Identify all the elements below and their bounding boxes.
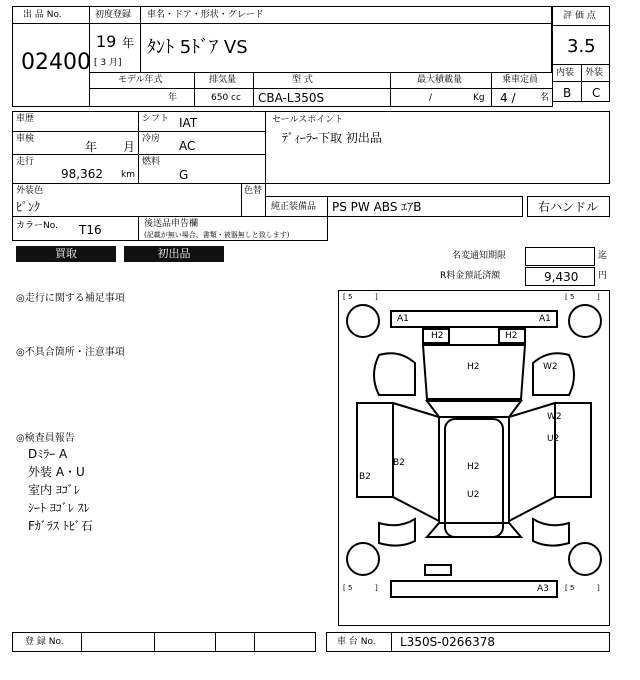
first-reg-label-cell (89, 6, 141, 24)
tire-label-tr-unit: ] (597, 293, 600, 301)
interior-label: 内装 (556, 68, 575, 78)
exterior-label: 外装 (585, 68, 604, 78)
damage-mark: A1 (397, 314, 409, 324)
plate-frame (425, 565, 451, 575)
reg-cell-4 (254, 632, 316, 652)
history-label: 車歴 (16, 114, 35, 124)
fuel-label: 燃料 (142, 157, 161, 167)
recycle-label: R料金預託済額 (440, 271, 501, 281)
shift-cell (138, 111, 266, 132)
driving-title: ◎走行に関する補足事項 (16, 293, 125, 304)
chassis-cell (391, 632, 610, 652)
tire-label-bl-unit: ] (375, 584, 378, 592)
car-diagram (338, 290, 610, 626)
exterior-label-cell (581, 64, 610, 82)
ext-color-label: 外装色 (16, 186, 44, 196)
notes-area (12, 286, 329, 626)
report-line: Fｶﾞﾗｽ ﾄﾋﾞ石 (28, 519, 93, 533)
tire-rear-left (347, 543, 379, 575)
displacement-label: 排気量 (209, 75, 237, 85)
lot-number-cell (12, 23, 90, 107)
lot-number: 02400 (21, 50, 91, 75)
mileage-value: 98,362 (61, 167, 103, 181)
report-line: Dﾐﾗｰ A (28, 447, 68, 461)
type-value: CBA-L350S (258, 91, 325, 105)
name-change-label: 名変通知期限 (452, 251, 507, 261)
damage-mark: H2 (467, 462, 480, 472)
first-reg-year: 19 (96, 32, 117, 51)
first-reg-year-unit: 年 (122, 36, 135, 50)
shift-label: シフト (142, 114, 170, 124)
damage-mark: A3 (537, 584, 549, 594)
equipment-cell (327, 196, 523, 217)
first-reg-month: [ 3 月] (94, 58, 122, 68)
score-cell (552, 25, 610, 65)
inspection-year: 年 (85, 140, 98, 154)
roof (445, 419, 503, 537)
max-load-unit: Kg (473, 93, 485, 103)
sales-point-text: ﾃﾞｨｰﾗｰ下取 初出品 (282, 131, 382, 145)
tire-label-tl: [ 5 (343, 293, 353, 301)
lot-label-cell (12, 6, 90, 24)
reg-cell-3 (215, 632, 255, 652)
inspection-cell (12, 131, 139, 155)
tire-front-right (569, 305, 601, 337)
interior-label-cell (552, 64, 582, 82)
color-change-cell (241, 183, 266, 217)
car-name: ﾀﾝﾄ 5ﾄﾞｱ VS (147, 37, 248, 58)
damage-mark: B2 (393, 458, 405, 468)
ac-cell (138, 131, 266, 155)
tire-label-br-unit: ] (597, 584, 600, 592)
sales-point-label: セールスポイント (272, 115, 344, 125)
max-load-cell (390, 88, 492, 107)
displacement-cell (194, 88, 254, 107)
damage-mark: H2 (505, 331, 518, 341)
shipping-note: (記載が無い場合、書類・被器無しと致します) (144, 231, 290, 239)
report-line: 外装 A・U (28, 465, 85, 479)
damage-mark: B2 (359, 472, 371, 482)
type-cell (253, 88, 391, 107)
front-fender-right (533, 353, 574, 395)
fuel-value: G (179, 168, 189, 182)
sales-point-cell (265, 111, 610, 184)
equipment-label: 純正装備品 (271, 202, 317, 212)
fuel-cell (138, 154, 266, 184)
damage-mark: U2 (547, 434, 560, 444)
windshield (427, 401, 521, 417)
name-label: 車名・ドア・形状・グレード (147, 10, 264, 20)
model-year-unit: 年 (168, 93, 178, 103)
capacity-value: 4 / (500, 91, 516, 105)
history-cell (12, 111, 139, 132)
steering-value: 右ハンドル (538, 200, 599, 214)
model-year-label-cell (89, 72, 195, 89)
score-value: 3.5 (567, 36, 596, 57)
name-change-unit: 迄 (598, 251, 608, 261)
exterior-grade-cell (581, 81, 610, 102)
type-label-cell (253, 72, 391, 89)
tire-front-left (347, 305, 379, 337)
max-load-label: 最大積載量 (417, 75, 463, 85)
ac-value: AC (179, 139, 196, 153)
recycle-field (525, 267, 595, 286)
interior-grade: B (563, 86, 572, 100)
damage-mark: A1 (539, 314, 551, 324)
chassis-label: 車 台 No. (337, 637, 376, 647)
reg-label: 登 録 No. (25, 637, 64, 647)
ext-color-cell (12, 183, 242, 217)
reg-label-cell (12, 632, 82, 652)
inspection-label: 車検 (16, 134, 35, 144)
shipping-cell (138, 216, 328, 241)
buy-button[interactable]: 買取 (16, 246, 116, 262)
mileage-cell (12, 154, 139, 184)
rear-fender-left (379, 519, 415, 546)
mileage-unit: km (121, 170, 135, 180)
tire-rear-right (569, 543, 601, 575)
tire-label-tl-unit: ] (375, 293, 378, 301)
steering-cell (527, 196, 610, 217)
equipment-value: PS PW ABS ｴｱB (332, 200, 422, 214)
interior-grade-cell (552, 81, 582, 102)
max-load-label-cell (390, 72, 492, 89)
shipping-label: 後送品申告欄 (144, 219, 199, 229)
side-panel-left (357, 403, 393, 497)
reg-cell-1 (81, 632, 155, 652)
shift-value: IAT (179, 116, 198, 130)
rear-bumper (391, 581, 557, 597)
tire-label-tr: [ 5 (565, 293, 575, 301)
model-year-label: モデル年式 (118, 75, 163, 85)
capacity-label-cell (491, 72, 553, 89)
report-line: ｼｰﾄ ﾖｺﾞﾚ ｽﾚ (28, 501, 90, 515)
chassis-no: L350S-0266378 (400, 635, 495, 649)
tire-label-br: [ 5 (565, 584, 575, 592)
reg-cell-2 (154, 632, 216, 652)
damage-mark: H2 (467, 362, 480, 372)
chassis-label-cell (326, 632, 392, 652)
car-diagram-svg (339, 291, 609, 625)
name-change-field (525, 247, 595, 266)
front-fender-left (374, 353, 415, 395)
equipment-label-cell (265, 196, 328, 217)
first-listing-button[interactable]: 初出品 (124, 246, 224, 262)
color-no-value: T16 (79, 223, 102, 237)
inspection-month: 月 (123, 140, 136, 154)
capacity-unit: 名 (540, 93, 550, 103)
front-bumper (391, 311, 557, 327)
first-reg-label: 初度登録 (95, 10, 132, 20)
mileage-label: 走行 (16, 157, 35, 167)
tire-label-bl: [ 5 (343, 584, 353, 592)
score-label: 評 価 点 (563, 11, 596, 21)
model-year-cell (89, 88, 195, 107)
max-load-sep: / (429, 93, 433, 103)
name-label-cell (140, 6, 552, 24)
damage-mark: H2 (431, 331, 444, 341)
damage-mark: W2 (543, 362, 558, 372)
score-label-cell (552, 6, 610, 26)
type-label: 型 式 (292, 75, 313, 85)
displacement-label-cell (194, 72, 254, 89)
ext-color-value: ﾋﾟﾝｸ (16, 200, 41, 214)
report-line: 室内 ﾖｺﾞﾚ (28, 483, 80, 497)
defects-title: ◎不具合箇所・注意事項 (16, 347, 125, 358)
rear-fender-right (533, 519, 569, 546)
ac-label: 冷房 (142, 134, 161, 144)
damage-mark: W2 (547, 412, 562, 422)
inspector-title: ◎検査員報告 (16, 433, 75, 444)
recycle-value: 9,430 (544, 270, 579, 284)
capacity-label: 乗車定員 (502, 75, 539, 85)
hood (423, 345, 525, 399)
damage-mark: U2 (467, 490, 480, 500)
recycle-unit: 円 (598, 271, 608, 281)
capacity-cell (491, 88, 553, 107)
color-no-cell (12, 216, 139, 241)
car-name-cell (140, 23, 552, 73)
first-reg-cell (89, 23, 141, 73)
displacement-value: 650 cc (211, 93, 241, 103)
exterior-grade: C (592, 86, 601, 100)
color-change-label: 色替 (244, 186, 263, 196)
rear-glass (427, 523, 521, 537)
color-no-label: カラーNo. (16, 221, 58, 231)
lot-label: 出 品 No. (23, 10, 62, 20)
